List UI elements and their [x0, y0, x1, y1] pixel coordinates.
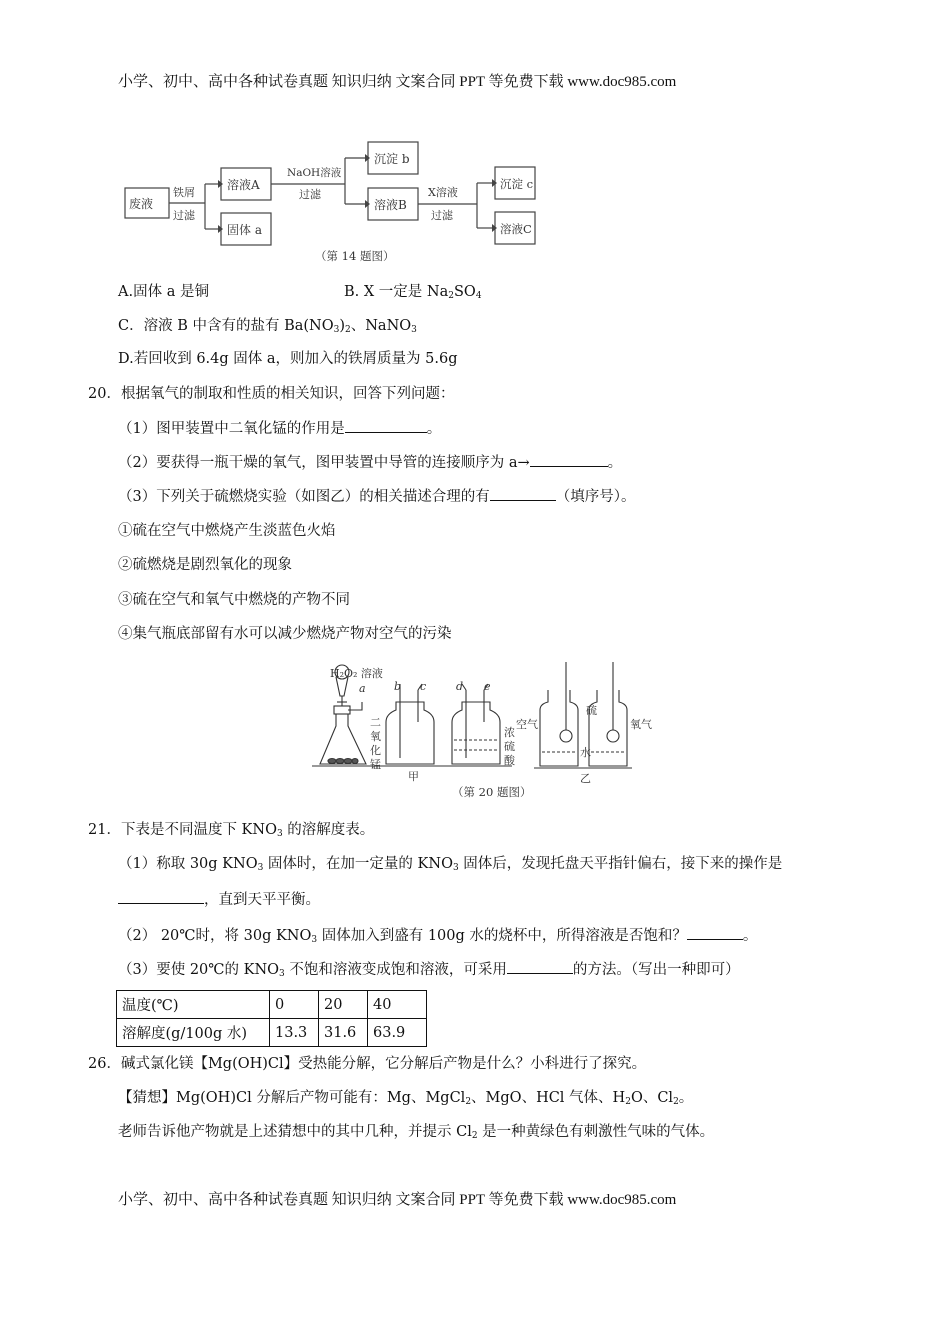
- q26-guess: 【猜想】Mg(OH)Cl 分解后产物可能有：Mg、MgCl$_2$、MgO、HCl 气体、$H_2O$、$Cl_2$。: [118, 1090, 694, 1107]
- fig-jia-label: 甲: [408, 770, 419, 783]
- precipitate-b-label: 沉淀 b: [374, 152, 410, 166]
- filter-label-1: 过滤: [173, 209, 195, 222]
- q20-part3: （3）下列关于硫燃烧实验（如图乙）的相关描述合理的有 （填序号）。: [118, 489, 636, 505]
- q26-hint: 老师告诉他产物就是上述猜想中的其中几种，并提示 $Cl_2$ 是一种黄绿色有刺激性气味的气体。: [118, 1124, 715, 1141]
- q26-stem: 26．碱式氯化镁【Mg(OH)Cl】受热能分解，它分解后产物是什么？小科进行了探究。: [88, 1056, 647, 1072]
- fig-yi-label: 乙: [580, 772, 591, 785]
- mno2-char-4: 锰: [370, 758, 381, 771]
- q14-option-c: C．溶液 B 中含有的盐有 $Ba(NO_3)_2$、NaNO$_3$: [118, 318, 417, 335]
- table-cell: 31.6: [319, 1019, 368, 1047]
- tube-a-label: a: [359, 682, 366, 695]
- iron-label: 铁屑: [173, 186, 195, 199]
- answer-blank[interactable]: [530, 453, 608, 467]
- q20-part2: （2）要获得一瓶干燥的氧气，图甲装置中导管的连接顺序为 a→ 。: [118, 455, 623, 471]
- solution-c-label: 溶液C: [500, 222, 532, 236]
- table-row: [117, 1019, 427, 1047]
- mno2-char-1: 二: [370, 716, 381, 729]
- q21-stem: 21．下表是不同温度下 $KNO_3$ 的溶解度表。: [88, 822, 375, 839]
- page-footer: 小学、初中、高中各种试卷真题 知识归纳 文案合同 PPT 等免费下载 www.doc985.com: [118, 1192, 677, 1208]
- q20-stem: 20．根据氧气的制取和性质的相关知识，回答下列问题：: [88, 386, 455, 402]
- sulfur-label: 硫: [586, 704, 597, 717]
- q21-part1: （1）称取 30g $KNO_3$ 固体时，在加一定量的 $KNO_3$ 固体后，发现托盘天平指针偏右，接下来的操作是: [118, 856, 783, 873]
- q20-option-2: ②硫燃烧是剧烈氧化的现象: [118, 557, 292, 573]
- q20-option-1: ①硫在空气中燃烧产生淡蓝色火焰: [118, 523, 336, 539]
- table-cell: 20: [319, 991, 368, 1019]
- page-header: 小学、初中、高中各种试卷真题 知识归纳 文案合同 PPT 等免费下载 www.doc985.com: [118, 74, 677, 90]
- mno2-char-3: 化: [370, 744, 381, 757]
- precipitate-c-label: 沉淀 c: [500, 177, 534, 191]
- waste-label: 废液: [129, 197, 154, 211]
- apparatus-figure: [312, 660, 652, 802]
- tube-e-label: e: [484, 680, 491, 693]
- filter-label-3: 过滤: [431, 209, 453, 222]
- q21-part3: （3）要使 20℃的 $KNO_3$ 不饱和溶液变成饱和溶液，可采用 的方法。（写出一种即可）: [118, 962, 740, 979]
- table-cell: 溶解度(g/100g 水): [117, 1019, 270, 1047]
- answer-blank[interactable]: [507, 960, 573, 974]
- flow-diagram: [115, 140, 535, 265]
- table-cell: 温度(℃): [117, 991, 270, 1019]
- oxygen-label: 氧气: [630, 718, 652, 731]
- mno2-char-2: 氧: [370, 730, 381, 743]
- solution-b-label: 溶液B: [374, 198, 407, 212]
- q20-option-3: ③硫在空气和氧气中燃烧的产物不同: [118, 592, 350, 608]
- acid-char-3: 酸: [504, 754, 515, 767]
- acid-char-2: 硫: [504, 740, 515, 753]
- tube-b-label: b: [394, 680, 402, 693]
- q21-part2: （2） 20℃时，将 30g $KNO_3$ 固体加入到盛有 100g 水的烧杯中，所得溶液是否饱和？ 。: [118, 928, 758, 945]
- tube-c-label: c: [420, 680, 427, 693]
- air-label: 空气: [516, 718, 538, 731]
- answer-blank[interactable]: [345, 419, 427, 433]
- q14-option-d: D.若回收到 6.4g 固体 a，则加入的铁屑质量为 5.6g: [118, 351, 458, 367]
- flow-caption: （第 14 题图）: [315, 249, 395, 263]
- acid-char-1: 浓: [504, 726, 515, 739]
- answer-blank[interactable]: [490, 487, 556, 501]
- naoh-label: NaOH溶液: [287, 167, 342, 179]
- tube-d-label: d: [456, 680, 464, 693]
- apparatus-caption: （第 20 题图）: [452, 785, 532, 799]
- table-row: [117, 991, 427, 1019]
- q21-part1-cont: ，直到天平平衡。: [118, 890, 320, 910]
- solid-a-label: 固体 a: [227, 223, 262, 237]
- solution-a-label: 溶液A: [227, 178, 260, 192]
- q20-part1: （1）图甲装置中二氧化锰的作用是 。: [118, 421, 442, 437]
- q14-option-a: A.固体 a 是铜: [118, 284, 209, 300]
- water-label: 水: [580, 746, 591, 759]
- answer-blank[interactable]: [118, 890, 204, 904]
- q20-option-4: ④集气瓶底部留有水可以减少燃烧产物对空气的污染: [118, 626, 452, 642]
- table-cell: 13.3: [270, 1019, 319, 1047]
- table-cell: 63.9: [368, 1019, 427, 1047]
- q14-option-b: B. X 一定是 $Na_2SO_4$: [344, 284, 482, 301]
- table-cell: 40: [368, 991, 427, 1019]
- answer-blank[interactable]: [687, 926, 743, 940]
- solubility-table: [116, 990, 427, 1047]
- filter-label-2: 过滤: [299, 188, 321, 201]
- x-solution-label: X溶液: [428, 186, 458, 199]
- table-cell: 0: [270, 991, 319, 1019]
- h2o2-label: H₂O₂ 溶液: [330, 667, 383, 680]
